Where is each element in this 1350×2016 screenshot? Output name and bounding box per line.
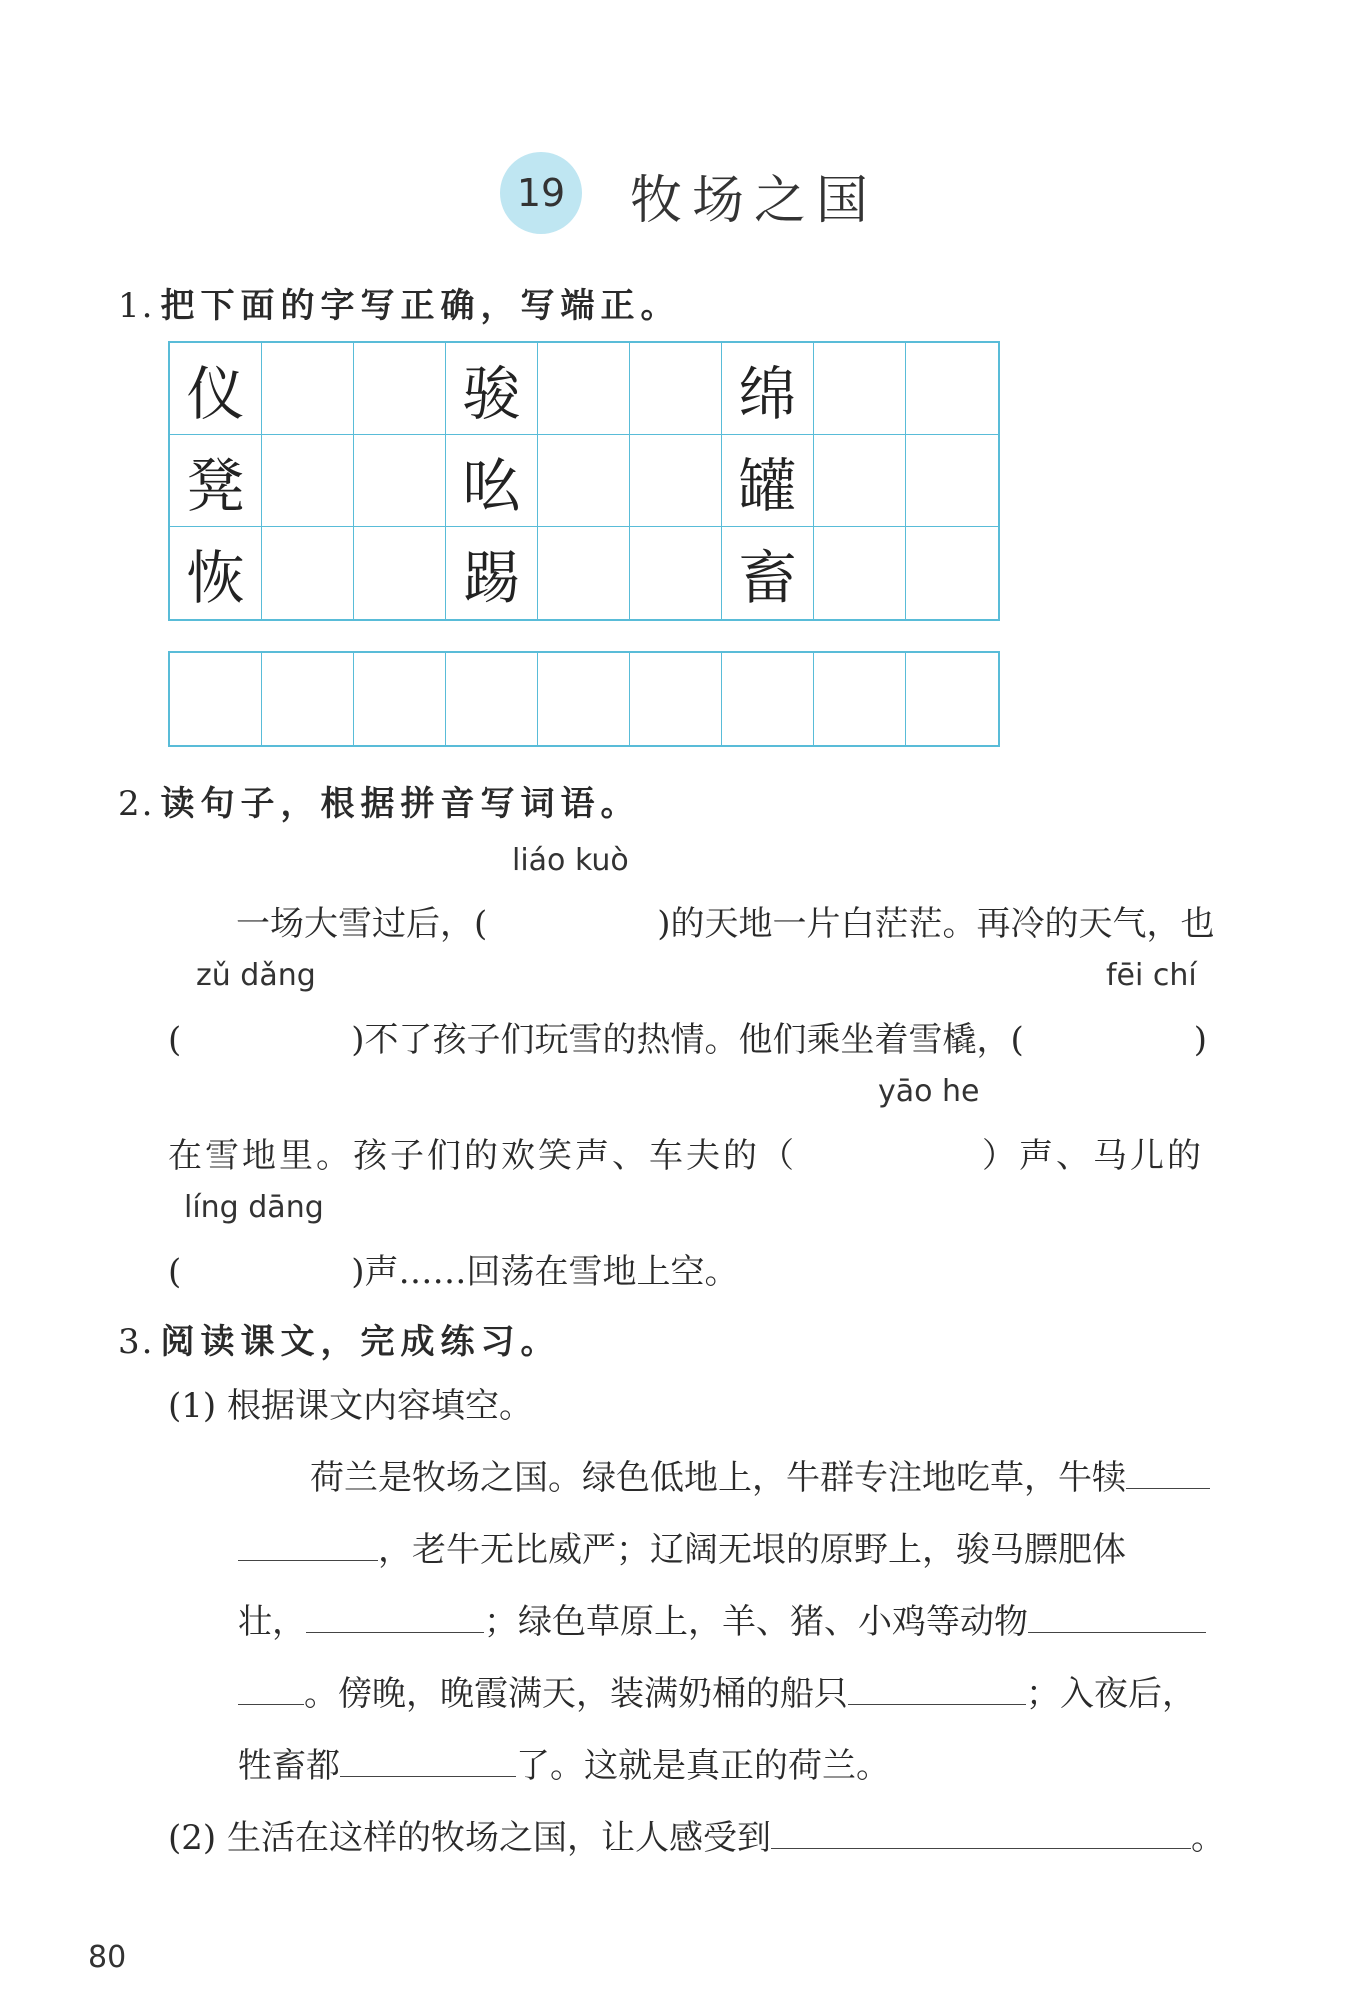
answer-blank[interactable] <box>1028 1602 1206 1633</box>
grid-cell[interactable] <box>262 527 354 619</box>
grid-cell[interactable] <box>262 343 354 435</box>
fill-line-1 <box>310 1450 1210 1499</box>
fill-text: ；入夜后， <box>1026 1674 1196 1714</box>
lesson-number: 19 <box>516 171 566 215</box>
practice-grid <box>168 651 1000 747</box>
fill-line-5 <box>238 1738 890 1787</box>
fill-text: 。傍晚，晚霞满天，装满奶桶的船只 <box>304 1674 848 1714</box>
grid-cell: 踢 <box>446 527 538 619</box>
practice-cell[interactable] <box>262 653 354 745</box>
grid-cell[interactable] <box>906 527 998 619</box>
question-1-instruction: 把下面的字写正确，写端正。 <box>160 286 681 326</box>
grid-cell: 恢 <box>170 527 262 619</box>
fill-text: ；绿色草原上，羊、猪、小鸡等动物 <box>484 1602 1028 1642</box>
fill-text: 。 <box>1190 1818 1225 1858</box>
sentence-line-1: 一场大雪过后，( )的天地一片白茫茫。再冷的天气，也 <box>236 904 1215 944</box>
grid-cell[interactable] <box>538 343 630 435</box>
fill-line-3 <box>238 1594 1206 1643</box>
question-2-number: 2. <box>118 784 155 824</box>
grid-cell[interactable] <box>814 527 906 619</box>
fill-text: ，老牛无比威严；辽阔无垠的原野上，骏马膘肥体 <box>378 1530 1126 1570</box>
answer-blank[interactable] <box>306 1602 484 1633</box>
sentence-line-3: 在雪地里。孩子们的欢笑声、车夫的（ ）声、马儿的 <box>168 1136 1204 1176</box>
practice-cell[interactable] <box>354 653 446 745</box>
grid-cell[interactable] <box>538 435 630 527</box>
grid-cell[interactable] <box>354 343 446 435</box>
grid-cell[interactable] <box>630 435 722 527</box>
fill-text: 牲畜都 <box>238 1746 340 1786</box>
pinyin-yaohe: yāo he <box>878 1074 980 1109</box>
answer-blank[interactable] <box>1126 1458 1210 1489</box>
grid-cell[interactable] <box>538 527 630 619</box>
fill-text: 壮， <box>238 1602 306 1642</box>
grid-cell[interactable] <box>814 343 906 435</box>
answer-blank[interactable] <box>848 1674 1026 1705</box>
practice-cell[interactable] <box>722 653 814 745</box>
sentence-line-2: ( )不了孩子们玩雪的热情。他们乘坐着雪橇，( ) <box>168 1020 1208 1060</box>
answer-blank[interactable] <box>771 1818 1191 1849</box>
lesson-title: 牧场之国 <box>630 171 879 231</box>
question-2-heading <box>118 776 640 825</box>
subquestion-1-label: (1) 根据课文内容填空。 <box>168 1386 533 1426</box>
question-3-heading <box>118 1314 560 1363</box>
grid-cell[interactable] <box>262 435 354 527</box>
grid-cell: 罐 <box>722 435 814 527</box>
character-grid <box>168 341 1000 621</box>
practice-cell[interactable] <box>538 653 630 745</box>
practice-cell[interactable] <box>630 653 722 745</box>
grid-cell: 凳 <box>170 435 262 527</box>
subquestion-2-label: (2) 生活在这样的牧场之国，让人感受到 <box>168 1818 771 1858</box>
grid-cell: 吆 <box>446 435 538 527</box>
grid-cell[interactable] <box>354 527 446 619</box>
answer-blank[interactable] <box>238 1674 304 1705</box>
grid-cell[interactable] <box>354 435 446 527</box>
answer-blank[interactable] <box>238 1530 378 1561</box>
lesson-number-badge <box>500 152 582 234</box>
question-2-instruction: 读句子，根据拼音写词语。 <box>160 784 641 824</box>
grid-cell: 仪 <box>170 343 262 435</box>
sentence-line-4: ( )声……回荡在雪地上空。 <box>168 1252 739 1292</box>
question-3-instruction: 阅读课文，完成练习。 <box>160 1322 561 1362</box>
pinyin-zudang: zǔ dǎng <box>196 958 316 993</box>
practice-cell[interactable] <box>446 653 538 745</box>
grid-cell: 骏 <box>446 343 538 435</box>
question-1-heading <box>118 278 680 327</box>
practice-cell[interactable] <box>906 653 998 745</box>
pinyin-liaokuo: liáo kuò <box>512 843 629 878</box>
grid-cell: 畜 <box>722 527 814 619</box>
question-3-number: 3. <box>118 1322 155 1362</box>
subquestion-2 <box>168 1810 1225 1859</box>
grid-cell[interactable] <box>906 435 998 527</box>
grid-cell[interactable] <box>906 343 998 435</box>
question-1-number: 1. <box>118 286 155 326</box>
grid-cell[interactable] <box>814 435 906 527</box>
fill-line-4 <box>238 1666 1196 1715</box>
pinyin-feichi: fēi chí <box>1106 958 1197 993</box>
page-number: 80 <box>88 1940 127 1975</box>
grid-cell[interactable] <box>630 343 722 435</box>
grid-cell[interactable] <box>630 527 722 619</box>
answer-blank[interactable] <box>340 1746 516 1777</box>
fill-line-2 <box>238 1522 1126 1571</box>
pinyin-lingdang: líng dāng <box>184 1190 324 1225</box>
fill-text: 了。这就是真正的荷兰。 <box>516 1746 890 1786</box>
fill-text: 荷兰是牧场之国。绿色低地上，牛群专注地吃草，牛犊 <box>310 1458 1126 1498</box>
practice-cell[interactable] <box>814 653 906 745</box>
grid-cell: 绵 <box>722 343 814 435</box>
practice-cell[interactable] <box>170 653 262 745</box>
